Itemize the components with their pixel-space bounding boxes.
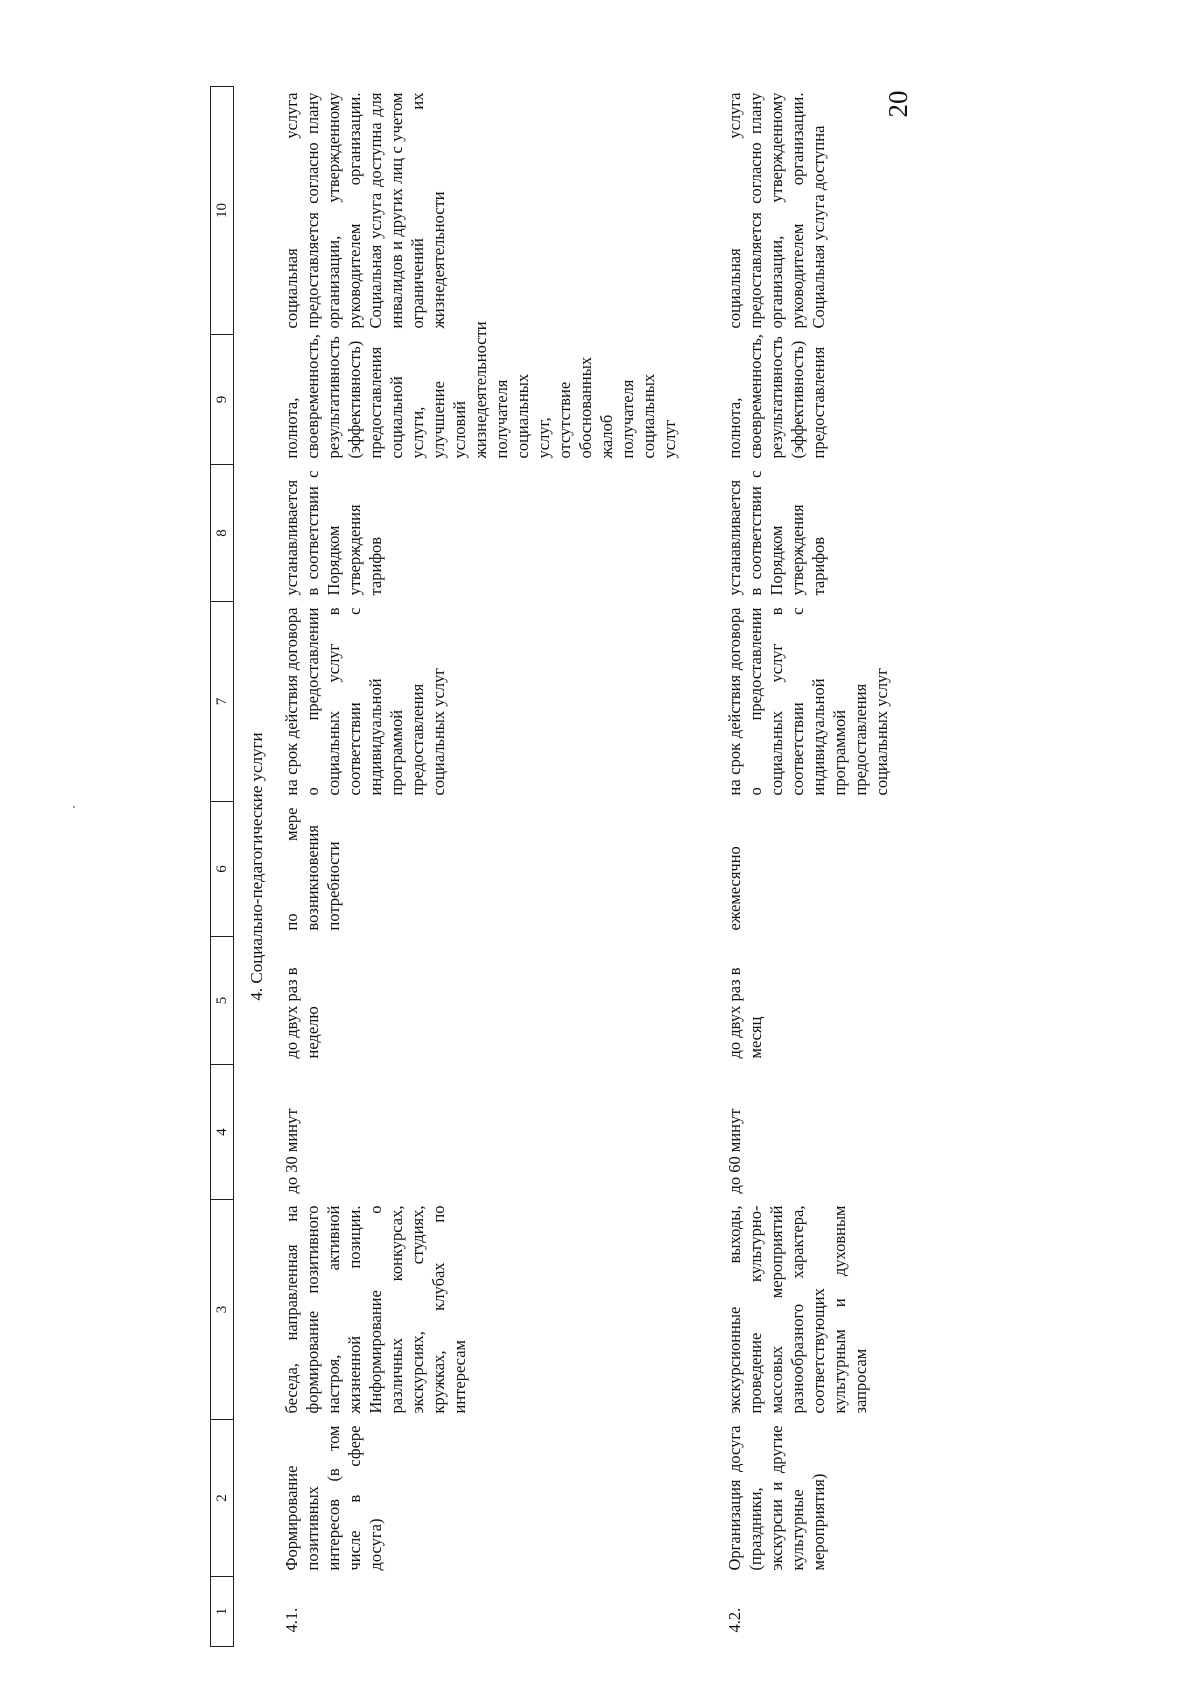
service-quality: полнота, своевременность, результативность (эффективность) предоставления xyxy=(725,334,828,459)
service-description: беседа, направленная на формирование позитивного настроя, активной жизненной позиции. Информирование о различных конкурсах, экскурсиях, студиях, кружках, клубах по интересам xyxy=(282,1205,469,1414)
rotated-table-sheet xyxy=(210,87,970,1647)
col-header-2: 2 xyxy=(211,1420,234,1577)
col-header-1: 1 xyxy=(211,1577,234,1647)
table-row xyxy=(720,87,932,1647)
service-description: экскурсионные выходы, проведение культурно-массовых мероприятий разнообразного характера, соответствующих культурным и духовным запросам xyxy=(725,1205,870,1414)
table-row xyxy=(277,87,720,1647)
col-header-9: 9 xyxy=(211,335,234,465)
service-name: Организация досуга (праздники, экскурсии и другие культурные мероприятия) xyxy=(725,1425,828,1571)
service-period: на срок действия договора о предоставлении социальных услуг в соответствии с индивидуальной программой предоставления социальных услуг xyxy=(282,607,448,796)
service-periodicity: до двух раз в месяц xyxy=(725,967,765,1059)
service-term: по мере возникновения потребности xyxy=(282,807,343,931)
section-title-row xyxy=(234,87,278,1647)
service-duration: до 60 минут xyxy=(725,1108,744,1194)
col-header-6: 6 xyxy=(211,802,234,937)
service-tariff: устанавливается в соответствии с Порядком утверждения тарифов xyxy=(725,470,828,596)
service-name: Формирование позитивных интересов (в том числе в сфере досуга) xyxy=(282,1425,385,1571)
col-header-4: 4 xyxy=(211,1065,234,1200)
service-duration: до 30 минут xyxy=(282,1108,301,1194)
services-table xyxy=(210,86,932,1647)
section-title: 4. Социально-педагогические услуги xyxy=(247,732,266,1001)
service-quality: полнота, своевременность, результативность (эффективность) предоставления социальной услуги, улучшение условий жизнедеятельности получателя социальных услуг, отсутствие обоснованных жалоб получателя социальных услуг xyxy=(282,321,679,459)
service-conditions: социальная услуга предоставляется согласно плану организации, утвержденному руководителем организации. Социальная услуга доступна xyxy=(725,92,828,329)
service-tariff: устанавливается в соответствии с Порядком утверждения тарифов xyxy=(282,470,385,596)
col-header-10: 10 xyxy=(211,87,234,335)
col-header-8: 8 xyxy=(211,465,234,602)
scan-speck xyxy=(73,806,75,808)
col-header-7: 7 xyxy=(211,602,234,802)
page-number: 20 xyxy=(883,90,913,118)
column-numbers-row xyxy=(211,87,234,1647)
service-conditions: социальная услуга предоставляется согласно плану организации, утвержденному руководителем организации. Социальная услуга доступна для инвалидов и других лиц с учетом ограничений их жизнедеятельности xyxy=(282,92,448,329)
service-periodicity: до двух раз в неделю xyxy=(282,967,322,1059)
row-number: 4.2. xyxy=(725,1607,744,1633)
service-term: ежемесячно xyxy=(725,846,744,931)
col-header-5: 5 xyxy=(211,937,234,1065)
service-period: на срок действия договора о предоставлении социальных услуг в соответствии с индивидуальной программой предоставления социальных услуг xyxy=(725,607,891,796)
col-header-3: 3 xyxy=(211,1200,234,1420)
row-number: 4.1. xyxy=(282,1607,301,1633)
